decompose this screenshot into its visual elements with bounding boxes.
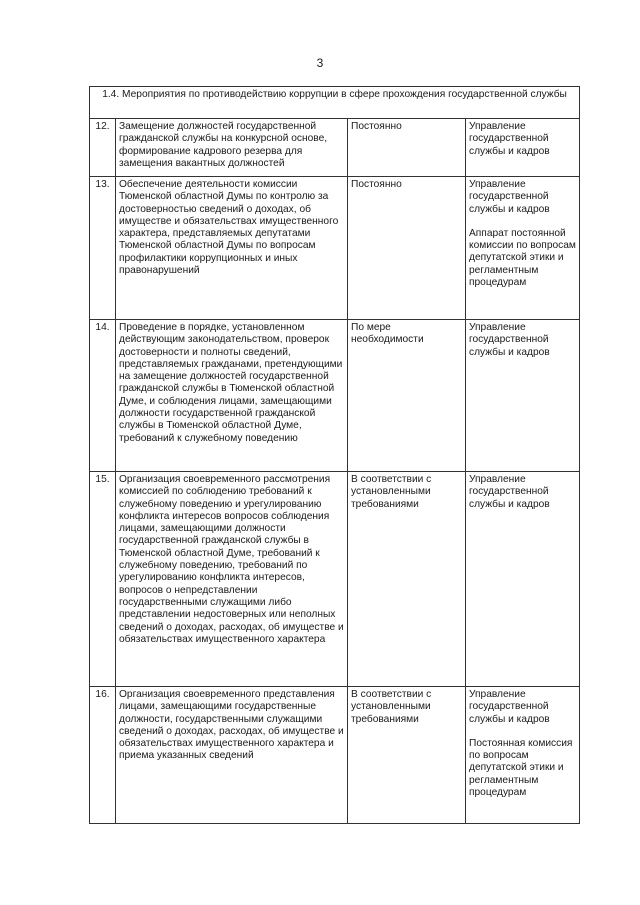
measures-table: [89, 86, 580, 824]
measure-responsible: [466, 687, 580, 824]
row-number: 12.: [90, 119, 116, 177]
measure-description: Проведение в порядке, установленном действующим законодательством, проверок достоверности и полноты сведений, представляемых гражданами, претендующими на замещение должностей государственной гражданской службы в Тюменской областной Думе, и соблюдения лицами, замещающими должности государственной гражданской службы в Тюменской областной Думе, требований к служебному поведению: [116, 320, 348, 472]
measure-term: В соответствии с установленными требованиями: [348, 472, 466, 687]
measure-description: Обеспечение деятельности комиссии Тюменской областной Думы по контролю за достоверностью сведений о доходах, об имуществе и обязательствах имущественного характера, представляемых депутатами Тюменской областной Думы по вопросам профилактики коррупционных и иных правонарушений: [116, 177, 348, 320]
row-number: 14.: [90, 320, 116, 472]
responsible-primary: Управление государственной службы и кадров: [469, 121, 550, 157]
measure-term: Постоянно: [348, 177, 466, 320]
measure-responsible: [466, 119, 580, 177]
section-header-row: [90, 87, 580, 119]
table-row: [90, 119, 580, 177]
table-row: [90, 687, 580, 824]
measure-responsible: [466, 472, 580, 687]
responsible-secondary: Постоянная комиссия по вопросам депутатской этики и регламентным процедурам: [469, 737, 573, 799]
page-number: 3: [316, 56, 324, 70]
row-number: 15.: [90, 472, 116, 687]
measure-responsible: [466, 320, 580, 472]
table-row: [90, 177, 580, 320]
table-row: [90, 472, 580, 687]
measure-responsible: [466, 177, 580, 320]
responsible-primary: Управление государственной службы и кадров: [469, 322, 550, 358]
row-number: 13.: [90, 177, 116, 320]
measure-term: По мере необходимости: [348, 320, 466, 472]
responsible-primary: Управление государственной службы и кадров: [469, 179, 550, 215]
responsible-primary: Управление государственной службы и кадров: [469, 474, 550, 510]
responsible-primary: Управление государственной службы и кадров: [469, 689, 550, 725]
measure-description: Организация своевременного представления лицами, замещающими государственные должности, государственными служащими сведений о доходах, расходах, об имуществе и обязательствах имущественного характера и приема указанных сведений: [116, 687, 348, 824]
measure-description: Замещение должностей государственной гражданской службы на конкурсной основе, формирование кадрового резерва для замещения вакантных должностей: [116, 119, 348, 177]
table-row: [90, 320, 580, 472]
measure-term: Постоянно: [348, 119, 466, 177]
row-number: 16.: [90, 687, 116, 824]
responsible-secondary: Аппарат постоянной комиссии по вопросам депутатской этики и регламентным процедурам: [469, 227, 576, 289]
measure-description: Организация своевременного рассмотрения комиссией по соблюдению требований к служебному поведению и урегулированию конфликта интересов вопросов соблюдения лицами, замещающими должности государственной гражданской службы в Тюменской областной Думе, требований к служебному поведению, требований по урегулированию конфликта интересов, вопросов о непредставлении государственными служащими либо представлении недостоверных или неполных сведений о доходах, расходах, об имуществе и обязательствах имущественного характера: [116, 472, 348, 687]
section-title: 1.4. Мероприятия по противодействию коррупции в сфере прохождения государственной службы: [90, 87, 580, 119]
measure-term: В соответствии с установленными требованиями: [348, 687, 466, 824]
